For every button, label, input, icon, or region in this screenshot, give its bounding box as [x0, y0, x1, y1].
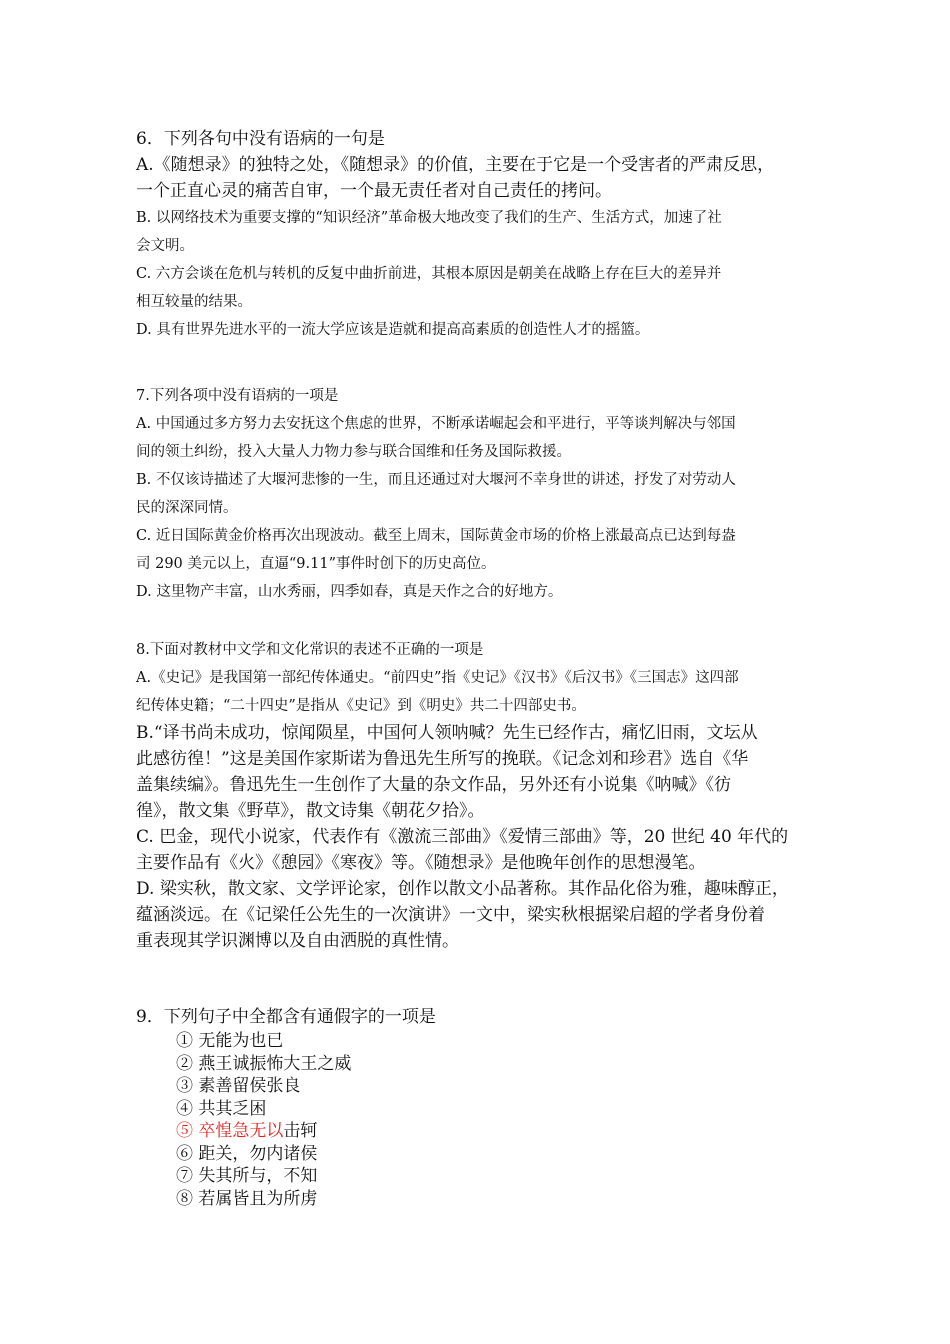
option-b-line-2: 民的深深同情。	[136, 500, 238, 516]
option-d-line-3: 重表现其学识渊博以及自由洒脱的真性情。	[136, 931, 459, 951]
option-b-line-1: B. 以网络技术为重要支撑的“知识经济”革命极大地改变了我们的生产、生活方式，加速了社	[136, 210, 722, 226]
sentence-item-5	[136, 1120, 826, 1143]
question-stem: 6．下列各句中没有语病的一句是	[136, 129, 385, 149]
option-d-line-1: D. 梁实秋，散文家、文学评论家，创作以散文小品著称。其作品化俗为雅，趣味醇正，	[136, 879, 789, 899]
highlighted-text: ⑤ 卒惶急无以	[176, 1121, 284, 1141]
option-b-line-3: 盖集续编》。鲁迅先生一生创作了大量的杂文作品，另外还有小说集《呐喊》《彷	[136, 775, 731, 795]
option-c-line-1: C. 巴金，现代小说家，代表作有《激流三部曲》《爱情三部曲》等，20 世纪 40 年代的	[136, 827, 789, 847]
sentence-item-1: ① 无能为也已	[176, 1031, 284, 1051]
sentence-item-3: ③ 素善留侯张良	[176, 1076, 301, 1096]
sentence-item-8: ⑧ 若属皆且为所虏	[176, 1188, 318, 1209]
question-9	[136, 1004, 826, 1210]
sentence-item-6: ⑥ 距关，勿内诸侯	[176, 1143, 318, 1164]
question-stem: 8.下面对教材中文学和文化常识的表述不正确的一项是	[136, 642, 484, 658]
sentence-item-4: ④ 共其乏困	[176, 1098, 267, 1119]
sentence-item-7: ⑦ 失其所与，不知	[176, 1166, 318, 1186]
option-a-line-1: A.《史记》是我国第一部纪传体通史。“前四史”指《史记》《汉书》《后汉书》《三国志》这四部	[136, 670, 739, 686]
question-8	[136, 636, 826, 954]
option-b-line-2: 此感彷徨！”这是美国作家斯诺为鲁迅先生所写的挽联。《记念刘和珍君》选自《华	[136, 749, 749, 769]
option-b-line-1: B.“译书尚未成功，惊闻陨星，中国何人领呐喊？先生已经作古，痛忆旧雨，文坛从	[136, 723, 758, 743]
sentence-item-2: ② 燕王诚振怖大王之威	[176, 1053, 352, 1074]
option-d-line-1: D. 具有世界先进水平的一流大学应该是造就和提高高素质的创造性人才的摇篮。	[136, 322, 650, 338]
option-b-line-1: B. 不仅该诗描述了大堰河悲惨的一生，而且还通过对大堰河不幸身世的讲述，抒发了对劳动人	[136, 472, 736, 488]
option-c-line-2: 相互较量的结果。	[136, 294, 252, 310]
option-a-line-1: A. 中国通过多方努力去安抚这个焦虑的世界，不断承诺崛起会和平进行，平等谈判解决与邻国	[136, 416, 736, 432]
option-c-line-1: C. 六方会谈在危机与转机的反复中曲折前进，其根本原因是朝美在战略上存在巨大的差异并	[136, 266, 722, 282]
question-6	[136, 126, 826, 344]
option-c-line-2: 主要作品有《火》《憩园》《寒夜》等。《随想录》是他晚年创作的思想漫笔。	[136, 853, 706, 873]
option-c-line-2: 司 290 美元以上，直逼“9.11”事件时创下的历史高位。	[136, 556, 496, 572]
option-a-line-2: 一个正直心灵的痛苦自审，一个最无责任者对自己责任的拷问。	[136, 181, 612, 201]
question-stem: 7.下列各项中没有语病的一项是	[136, 388, 339, 404]
option-a-line-2: 纪传体史籍；“二十四史”是指从《史记》到《明史》共二十四部史书。	[136, 698, 586, 714]
option-d-line-1: D. 这里物产丰富，山水秀丽，四季如春，真是天作之合的好地方。	[136, 584, 563, 600]
option-d-line-2: 蕴涵淡远。在《记梁任公先生的一次演讲》一文中，梁实秋根据梁启超的学者身份着	[136, 905, 765, 925]
option-a-line-1: A.《随想录》的独特之处，《随想录》的价值，主要在于它是一个受害者的严肃反思，	[136, 155, 775, 175]
sentence-item-5-rest: 击轲	[283, 1121, 318, 1141]
option-b-line-4: 徨》，散文集《野草》，散文诗集《朝花夕拾》。	[136, 801, 485, 821]
option-c-line-1: C. 近日国际黄金价格再次出现波动。截至上周末，国际黄金市场的价格上涨最高点已达到每盎	[136, 528, 736, 544]
question-7	[136, 382, 826, 606]
question-stem: 9．下列句子中全都含有通假字的一项是	[136, 1007, 436, 1027]
option-b-line-2: 会文明。	[136, 238, 194, 254]
option-a-line-2: 间的领土纠纷，投入大量人力物力参与联合国维和任务及国际救援。	[136, 444, 571, 460]
